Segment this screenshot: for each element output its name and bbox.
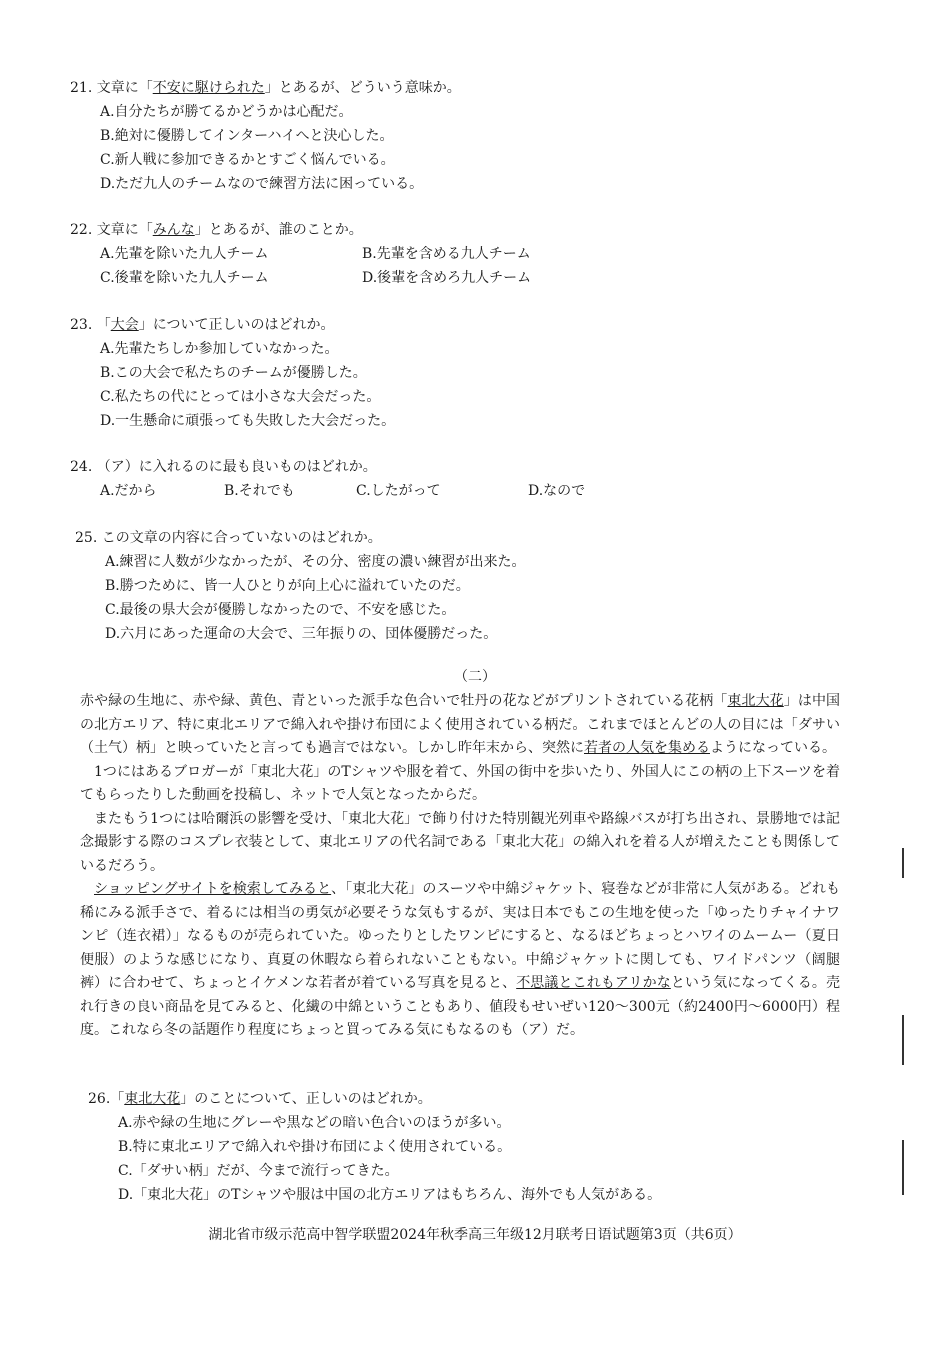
section-title: （二） [454, 669, 496, 685]
option-b: B.勝つために、皆一人ひとりが向上心に溢れていたのだ。 [105, 578, 470, 594]
page-footer: 湖北省市级示范高中智学联盟2024年秋季高三年级12月联考日语试题第3页（共6页） [208, 1227, 742, 1243]
underlined-phrase: 若者の人気を集める [584, 740, 710, 756]
question-26 [88, 1087, 888, 1207]
stem-text: 」とあるが、誰のことか。 [194, 222, 363, 238]
option-d: D.「東北大花」のTシャツや服は中国の北方エリアはもちろん、海外でも人気がある。 [118, 1187, 662, 1203]
passage-paragraph: 1つにはあるブロガーが「東北大花」のTシャツや服を着て、外国の街中を歩いたり、外国人にこの柄の上下スーツを着てもらったりした動画を投稿し、ネットで人気となったからだ。 [80, 763, 840, 803]
passage-text: ようになっている。 [710, 740, 836, 756]
option-row [70, 266, 870, 290]
underlined-phrase: 東北大花 [727, 693, 784, 709]
question-number: 26. [88, 1091, 111, 1107]
stem-text: 」とあるが、どういう意味か。 [264, 80, 461, 96]
option-b: B.特に東北エリアで綿入れや掛け布団によく使用されている。 [118, 1139, 512, 1155]
question-stem [88, 1087, 888, 1111]
question-stem [75, 526, 875, 550]
question-number: 22. [70, 222, 93, 238]
question-stem [70, 76, 870, 100]
option-c: C.したがって [356, 483, 441, 499]
underlined-phrase: ショッピングサイトを検索してみると [94, 881, 332, 897]
option-d: D.後輩を含めろ九人チーム [362, 270, 532, 286]
scan-edge-mark [902, 1015, 904, 1065]
passage-text: 、「東北大花」のスーツや中綿ジャケット、寝巻などが非常に人気がある。どれも稀にみる派手さで、着るには相当の勇気が必要そうな気もするが、実は日本でもこの生地を使った「ゆったりチャイナワンピ（连衣裙）」なるものが売られていた。ゆったりとしたワンピにすると、なるほどちょっとハワイのムームー（夏日便服）のような感じになり、真夏の休暇なら着られないこともない。中綿ジャケットに関しても、ワイドパンツ（阔腿裤）に合わせて、ちょっとイケメンな若者が着ている写真を見ると、 [80, 881, 841, 991]
question-22 [70, 218, 870, 290]
passage-text: 」は中国の北方エリア、特に東北エリアで綿入れや掛け布団によく使用されている柄だ。これまでほとんどの人の目には「ダサい（土气）柄」と映っていたと言っても過言ではない。しかし昨年末から、突然に [80, 693, 841, 756]
underlined-phrase: 大会 [110, 317, 139, 333]
underlined-phrase: 不思議とこれもアリかな [516, 975, 671, 991]
question-number: 25. [75, 530, 98, 546]
option-c: C.後輩を除いた九人チーム [100, 270, 269, 286]
option-a: A.練習に人数が少なかったが、その分、密度の濃い練習が出来た。 [105, 554, 526, 570]
option-a: A.自分たちが勝てるかどうかは心配だ。 [100, 104, 353, 120]
option-c: C.私たちの代にとっては小さな大会だった。 [100, 389, 381, 405]
option-c: C.新人戦に参加できるかとすごく悩んでいる。 [100, 152, 395, 168]
question-stem [70, 313, 870, 337]
option-a: A.先輩たちしか参加していなかった。 [100, 341, 339, 357]
reading-passage [80, 690, 840, 1043]
option-a: A.先輩を除いた九人チーム [100, 246, 269, 262]
passage-paragraph [80, 878, 840, 1043]
question-stem [70, 455, 870, 479]
underlined-phrase: 不安に駆けられた [152, 80, 265, 96]
option-b: B.絶対に優勝してインターハイへと決心した。 [100, 128, 394, 144]
passage-text: という気になってくる。売れ行きの良い商品を見てみると、化繊の中綿ということもあり、値段もせいぜい120～300元（約2400円～6000円）程度。これなら冬の話題作り程度にちょっと買ってみる気にもなるのも（ア）だ。 [80, 975, 840, 1038]
question-25 [75, 526, 875, 646]
question-number: 23. [70, 317, 93, 333]
question-21 [70, 76, 870, 196]
stem-text: この文章の内容に合っていないのはどれか。 [101, 530, 382, 546]
option-a: A.赤や緑の生地にグレーや黒などの暗い色合いのほうが多い。 [118, 1115, 511, 1131]
question-number: 21. [70, 80, 93, 96]
option-b: B.先輩を含める九人チーム [362, 246, 531, 262]
question-23 [70, 313, 870, 433]
stem-text: 「 [110, 1091, 125, 1107]
underlined-phrase: みんな [152, 222, 195, 238]
question-number: 24. [70, 459, 93, 475]
option-b: B.この大会で私たちのチームが優勝した。 [100, 365, 367, 381]
stem-text: 」のことについて、正しいのはどれか。 [180, 1091, 432, 1107]
stem-text: 文章に「 [96, 222, 153, 238]
option-d: D.なので [528, 483, 586, 499]
question-24 [70, 455, 870, 503]
option-row [70, 242, 870, 266]
passage-paragraph [80, 690, 840, 761]
option-d: D.六月にあった運命の大会で、三年振りの、団体優勝だった。 [105, 626, 498, 642]
option-d: D.一生懸命に頑張っても失敗した大会だった。 [100, 413, 396, 429]
stem-text: （ア）に入れるのに最も良いものはどれか。 [96, 459, 377, 475]
stem-text: 「 [96, 317, 111, 333]
stem-text: 」について正しいのはどれか。 [138, 317, 335, 333]
passage-paragraph: またもう1つには哈爾浜の影響を受け、「東北大花」で飾り付けた特別観光列車や路線バスが打ち出され、景勝地では記念撮影する際のコスプレ衣装として、東北エリアの代名詞である「東北大花」の綿入れを着る人が増えたことも関係しているだろう。 [80, 810, 840, 874]
option-d: D.ただ九人のチームなので練習方法に困っている。 [100, 176, 424, 192]
underlined-phrase: 東北大花 [124, 1091, 181, 1107]
option-c: C.最後の県大会が優勝しなかったので、不安を感じた。 [105, 602, 456, 618]
passage-text: 赤や緑の生地に、赤や緑、黄色、青といった派手な色合いで牡丹の花などがプリントされている花柄「 [80, 693, 728, 709]
scan-edge-mark [902, 1140, 904, 1195]
stem-text: 文章に「 [96, 80, 153, 96]
scan-edge-mark [902, 848, 904, 878]
option-b: B.それでも [224, 483, 295, 499]
question-stem [70, 218, 870, 242]
option-c: C.「ダサい柄」だが、今まで流行ってきた。 [118, 1163, 399, 1179]
option-row [70, 479, 870, 503]
option-a: A.だから [100, 483, 157, 499]
